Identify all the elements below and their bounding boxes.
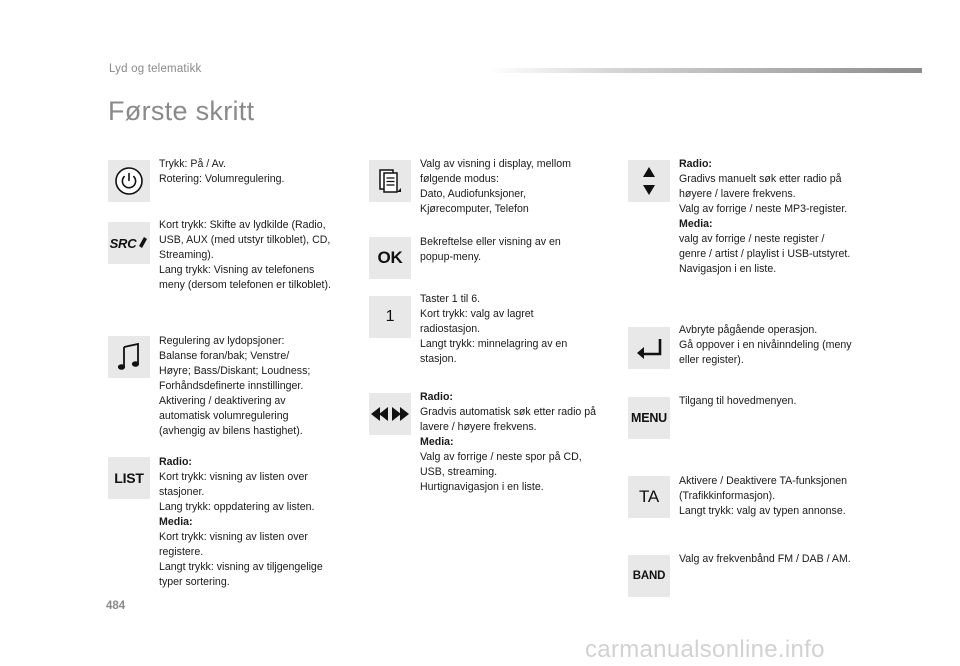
list-button (108, 457, 150, 499)
rewind-fast-forward-icon (371, 407, 409, 421)
header-rule (488, 68, 922, 73)
audio-settings-button (108, 336, 150, 378)
ok-label: OK (377, 248, 403, 267)
seek-description: Radio: Gradvis automatisk søk etter radio på lavere / høyere frekvens. Media: Valg av forrige / neste spor på CD, USB, streaming. Hurtignavigasjon i en liste. (420, 391, 597, 493)
power-button (108, 160, 150, 202)
src-description: Kort trykk: Skifte av lydkilde (Radio, USB, AUX (med utstyr tilkoblet), CD, Streaming). Lang trykk: Visning av telefonens meny (dersom telefonen er tilkoblet). (159, 219, 331, 291)
section-label: Lyd og telematikk (109, 63, 202, 75)
display-mode-button (369, 160, 411, 202)
ta-label: TA (638, 487, 660, 506)
preset-label: 1 (385, 308, 395, 325)
power-description: Trykk: På / Av. Rotering: Volumregulering. (159, 158, 285, 185)
ok-button (369, 237, 411, 279)
watermark: carmanualsonline.info (585, 636, 825, 663)
list-label: LIST (114, 470, 144, 486)
menu-button (628, 397, 670, 439)
audio-description: Regulering av lydopsjoner: Balanse foran/bak; Venstre/ Høyre; Bass/Diskant; Loudness; Forhåndsdefinerte innstillinger. Aktivering / deaktivering av automatisk volumregulering (avhengig av bilens hastighet). (159, 335, 311, 437)
band-button (628, 555, 670, 597)
src-button (108, 222, 150, 264)
ta-description: Aktivere / Deaktivere TA-funksjonen (Trafikkinformasjon). Langt trykk: valg av typen annonse. (679, 475, 848, 517)
band-label: BAND (632, 570, 666, 582)
up-down-arrows-icon (642, 165, 656, 197)
back-description: Avbryte pågående operasjon. Gå oppover i en nivåinndeling (meny eller register). (679, 324, 852, 366)
back-arrow-icon (634, 337, 664, 359)
band-description: Valg av frekvenbånd FM / DAB / AM. (679, 553, 851, 565)
up-down-description: Radio: Gradivs manuelt søk etter radio på høyere / lavere frekvens. Valg av forrige / neste MP3-register. Media: valg av forrige / neste register / genre / artist / playlist i USB-utstyret. Navigasjon i en liste. (679, 158, 851, 275)
src-label: SRC (109, 235, 137, 251)
ok-description: Bekreftelse eller visning av en popup-meny. (420, 236, 561, 263)
preset-button (369, 296, 411, 338)
ta-button (628, 476, 670, 518)
display-description: Valg av visning i display, mellom følgende modus: Dato, Audiofunksjoner, Kjørecomputer, Telefon (420, 158, 571, 215)
back-button (628, 327, 670, 369)
menu-description: Tilgang til hovedmenyen. (679, 395, 797, 407)
page-number: 484 (106, 600, 126, 612)
preset-description: Taster 1 til 6. Kort trykk: valg av lagret radiostasjon. Langt trykk: minnelagring av en stasjon. (420, 293, 568, 365)
page-title: Første skritt (108, 96, 255, 126)
list-description: Radio: Kort trykk: visning av listen over stasjoner. Lang trykk: oppdatering av listen. Media: Kort trykk: visning av listen over registere. Langt trykk: visning av tiljgengelige typer sortering. (159, 456, 323, 588)
seek-button (369, 393, 411, 435)
menu-label: MENU (630, 411, 667, 425)
display-pages-icon (377, 166, 403, 196)
phone-handset-icon (137, 236, 148, 250)
up-down-button (628, 160, 670, 202)
power-icon (114, 166, 144, 196)
music-note-icon (116, 342, 142, 372)
